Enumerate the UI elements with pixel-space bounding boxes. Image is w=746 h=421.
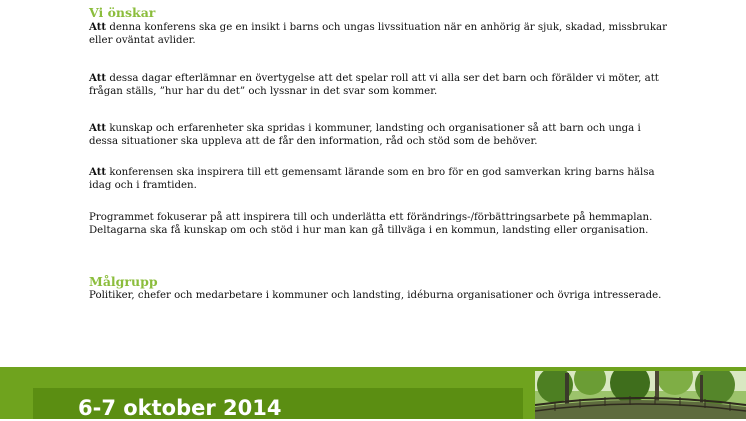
- lead-word: Att: [89, 122, 107, 134]
- heading-malgrupp: Målgrupp: [89, 274, 158, 289]
- paragraph-1: [89, 21, 669, 48]
- paragraph-program: Programmet fokuserar på att inspirera till och underlätta ett förändrings-/förbättringsarbete på hemmaplan. Deltagarna ska få kunskap om och stöd i hur man kan gå tillväga i en kommun, landsting eller organisation.: [89, 212, 653, 236]
- lead-word: Att: [89, 72, 107, 84]
- paragraph-target-group: Politiker, chefer och medarbetare i kommuner och landsting, idéburna organisationer och övriga intresserade.: [89, 290, 662, 301]
- lead-word: Att: [89, 21, 107, 33]
- paragraph-3: [89, 122, 669, 149]
- paragraph-text: dessa dagar efterlämnar en övertygelse att det spelar roll att vi alla ser det barn och förälder vi möter, att frågan ställs, ”hur har du det” och lyssnar in det svar som kommer.: [89, 73, 659, 97]
- paragraph-2: [89, 72, 669, 99]
- paragraph-4: [89, 166, 669, 193]
- paragraph-text: konferensen ska inspirera till ett gemensamt lärande som en bro för en god samverkan kring barns hälsa idag och i framtiden.: [89, 167, 655, 191]
- park-bridge-photo: [535, 371, 746, 419]
- park-photo-image: [535, 371, 746, 419]
- heading-vi-onskar: Vi önskar: [89, 5, 156, 20]
- paragraph-text: denna konferens ska ge en insikt i barns och ungas livssituation när en anhörig är sjuk, skadad, missbrukar eller oväntat avlider.: [89, 22, 667, 46]
- paragraph-text: kunskap och erfarenheter ska spridas i kommuner, landsting och organisationer så att barn och unga i dessa situationer ska uppleva att de får den information, råd och stöd som de behöver.: [89, 123, 641, 147]
- lead-word: Att: [89, 166, 107, 178]
- event-date: 6-7 oktober 2014: [78, 396, 282, 420]
